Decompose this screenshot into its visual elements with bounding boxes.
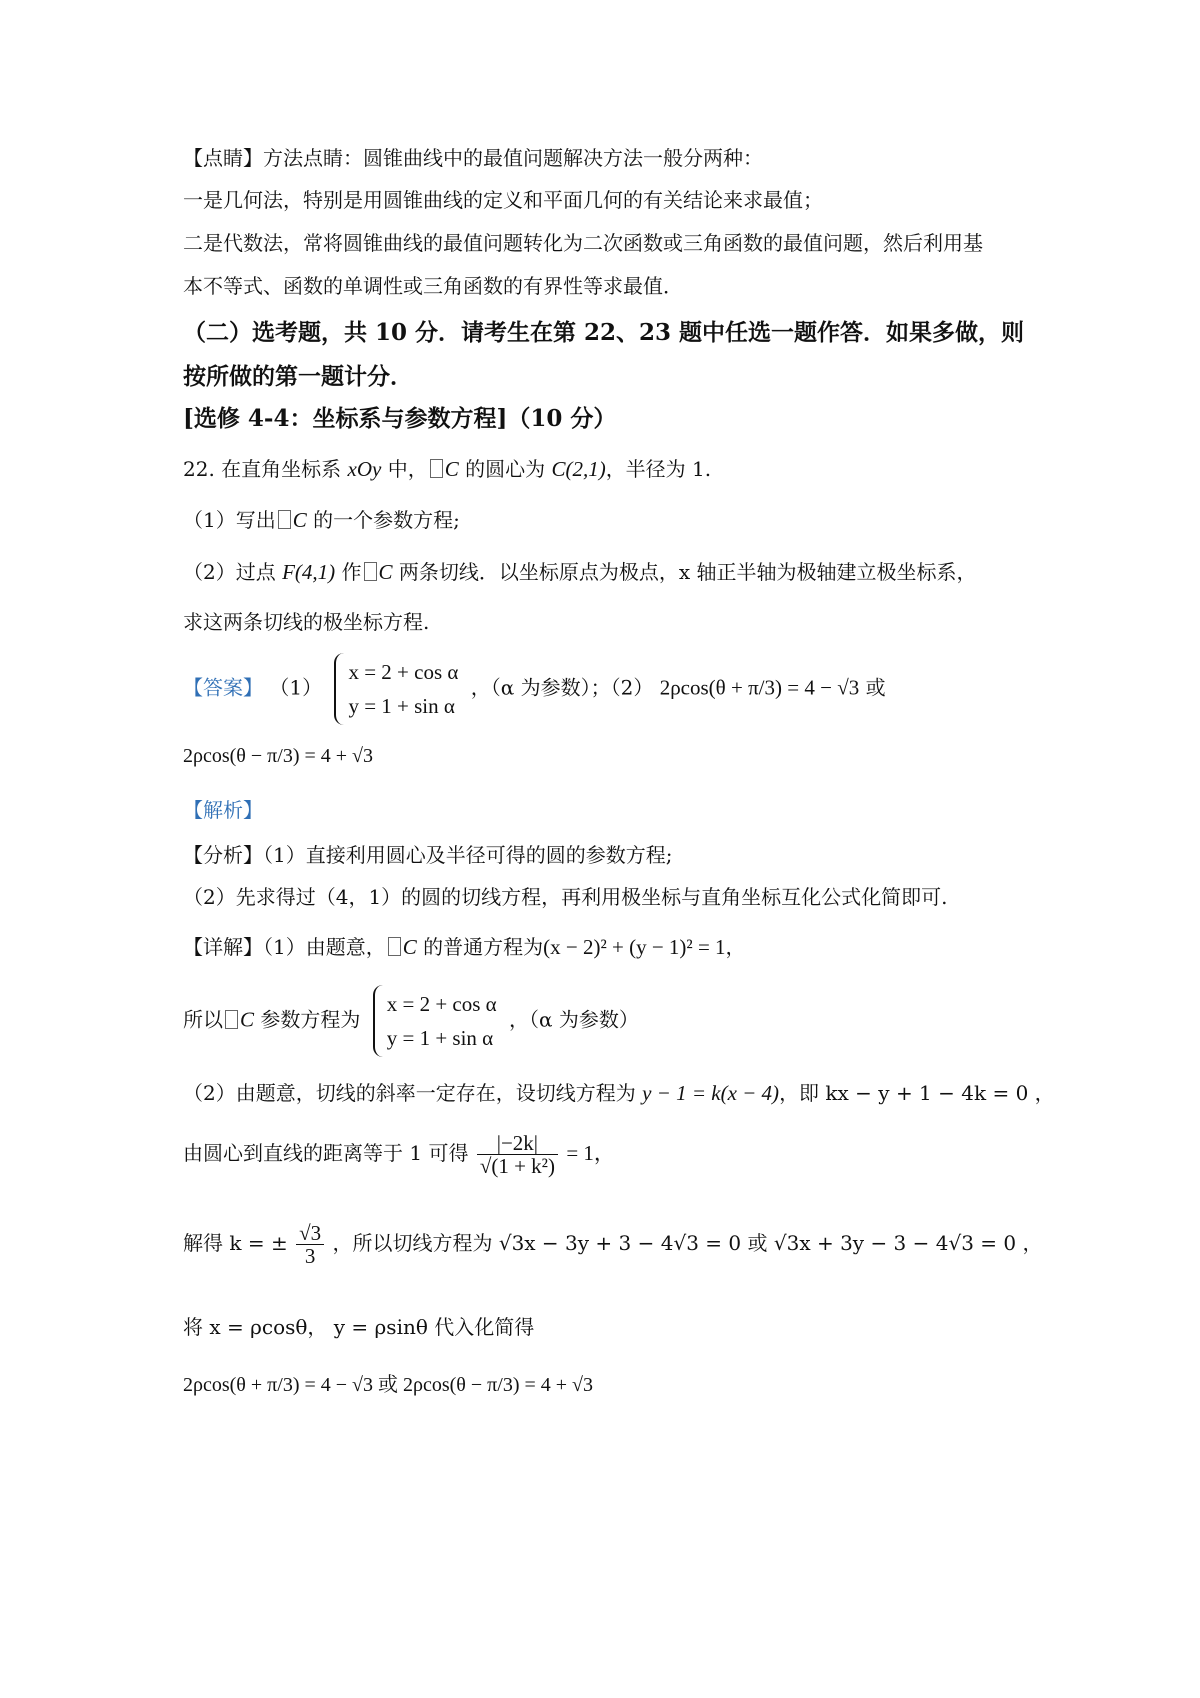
slope-fraction (296, 1222, 324, 1267)
question-22-part-2 (183, 557, 1033, 587)
circle-symbol-icon (430, 459, 443, 478)
xj2-param-note: ，（α 为参数） (509, 1007, 639, 1032)
xj2-text: 所以 (183, 1007, 223, 1032)
xj1-circle: C (402, 935, 417, 959)
answer-sys-eq-1: x = 2 + cos α (348, 660, 459, 684)
fenxi-line-1: 【分析】（1）直接利用圆心及半径可得的圆的参数方程; (183, 843, 673, 867)
q22-circle-name: C (444, 457, 459, 481)
part2-label: （2）过点 (183, 560, 283, 584)
answer-sys-eq-2: y = 1 + sin α (348, 694, 455, 718)
q22-number: 22. 在直角坐标系 (183, 457, 348, 481)
xj1-standard-eq: (x − 2)² + (y − 1)² = 1 (543, 935, 726, 959)
q22-radius: ，半径为 1. (605, 457, 712, 481)
part2-text: 作 (335, 560, 362, 584)
xiangjie-line-2 (183, 985, 639, 1057)
answer-or: 或 (859, 675, 886, 700)
question-22-part-1 (183, 505, 1033, 535)
q22-center: C(2,1) (551, 457, 606, 481)
answer-eq-2: 2ρcos(θ − π/3) = 4 + √3 (183, 745, 374, 767)
dianjing-line-4: 本不等式、函数的单调性或三角函数的有界性等求最值． (183, 274, 683, 298)
part1-label: （1）写出 (183, 508, 276, 532)
q22-text-2: 的圆心为 (458, 457, 552, 481)
part2-text-2: 两条切线．以坐标原点为极点，x 轴正半轴为极轴建立极坐标系， (392, 560, 977, 584)
xj2-text-2: 参数方程为 (254, 1007, 361, 1032)
xj2-circle: C (240, 1007, 255, 1032)
slope-numerator: √3 (299, 1221, 322, 1245)
xj1-text: 的普通方程为 (416, 935, 544, 959)
slope-denominator: 3 (296, 1244, 324, 1267)
xj5-text: 解得 k = ± (183, 1231, 288, 1255)
distance-fraction (477, 1132, 558, 1177)
xiangjie-line-3 (183, 1078, 1055, 1108)
distance-denominator: √(1 + k²) (477, 1154, 558, 1177)
answer-label: 【答案】 (183, 675, 263, 700)
circle-symbol-icon (388, 937, 401, 956)
q22-text: 中， (381, 457, 428, 481)
circle-symbol-icon (225, 1010, 238, 1029)
section-heading-3: [选修 4-4：坐标系与参数方程]（10 分） (183, 405, 617, 432)
xj3-text-2: ，即 kx − y + 1 − 4k = 0 ， (779, 1081, 1055, 1105)
part1-circle: C (292, 508, 307, 532)
xj5-text-2: ，所以切线方程为 √3x − 3y + 3 − 4√3 = 0 或 √3x + 3y − 3 − 4√3 = 0 ， (332, 1231, 1043, 1255)
xiangjie-line-6: 将 x = ρcosθ， y = ρsinθ 代入化简得 (183, 1315, 535, 1339)
answer-param-system (334, 653, 458, 725)
xiangjie-label: 【详解】（1）由题意， (183, 935, 386, 959)
xj1-comma: ， (725, 935, 746, 959)
dianjing-line-1: 【点睛】方法点睛：圆锥曲线中的最值问题解决方法一般分两种： (183, 146, 763, 170)
xj2-sys-eq-1: x = 2 + cos α (386, 992, 497, 1016)
xiangjie-line-4 (183, 1132, 615, 1177)
part2-circle: C (378, 560, 393, 584)
xj4-equals: = 1， (566, 1141, 615, 1165)
jiexi-label: 【解析】 (183, 798, 263, 822)
dianjing-line-3: 二是代数法，常将圆锥曲线的最值问题转化为二次函数或三角函数的最值问题，然后利用基 (183, 231, 983, 255)
circle-symbol-icon (364, 562, 377, 581)
xiangjie-line-5 (183, 1222, 1043, 1267)
xiangjie-line-7: 2ρcos(θ + π/3) = 4 − √3 或 2ρcos(θ − π/3) = 4 + √3 (183, 1374, 594, 1396)
answer-eq-1: 2ρcos(θ + π/3) = 4 − √3 (659, 675, 860, 700)
section-heading-2: 按所做的第一题计分． (183, 363, 413, 390)
part2-point: F(4,1) (282, 560, 336, 584)
answer-mid-text: ，（α 为参数）；（2） (470, 675, 654, 700)
question-22-stem (183, 454, 1033, 484)
xj3-text: （2）由题意，切线的斜率一定存在，设切线方程为 (183, 1081, 643, 1105)
section-heading-1: （二）选考题，共 10 分．请考生在第 22、23 题中任选一题作答．如果多做，则 (183, 319, 1025, 346)
circle-symbol-icon (278, 510, 291, 529)
answer-line (183, 653, 886, 725)
xj2-param-system (373, 985, 497, 1057)
q22-coord-system: xOy (347, 457, 382, 481)
dianjing-line-2: 一是几何法，特别是用圆锥曲线的定义和平面几何的有关结论来求最值； (183, 188, 823, 212)
question-22-part-2-cont: 求这两条切线的极坐标方程. (183, 610, 430, 634)
part1-text: 的一个参数方程; (306, 508, 460, 532)
xj3-tangent-eq: y − 1 = k(x − 4) (642, 1081, 780, 1105)
xj4-text: 由圆心到直线的距离等于 1 可得 (183, 1141, 469, 1165)
xj2-sys-eq-2: y = 1 + sin α (386, 1026, 494, 1050)
answer-part-1-label: （1） (269, 675, 323, 700)
distance-numerator: |−2k| (496, 1131, 539, 1155)
fenxi-line-2: （2）先求得过（4，1）的圆的切线方程，再利用极坐标与直角坐标互化公式化简即可. (183, 885, 948, 909)
xiangjie-line-1 (183, 932, 1033, 962)
